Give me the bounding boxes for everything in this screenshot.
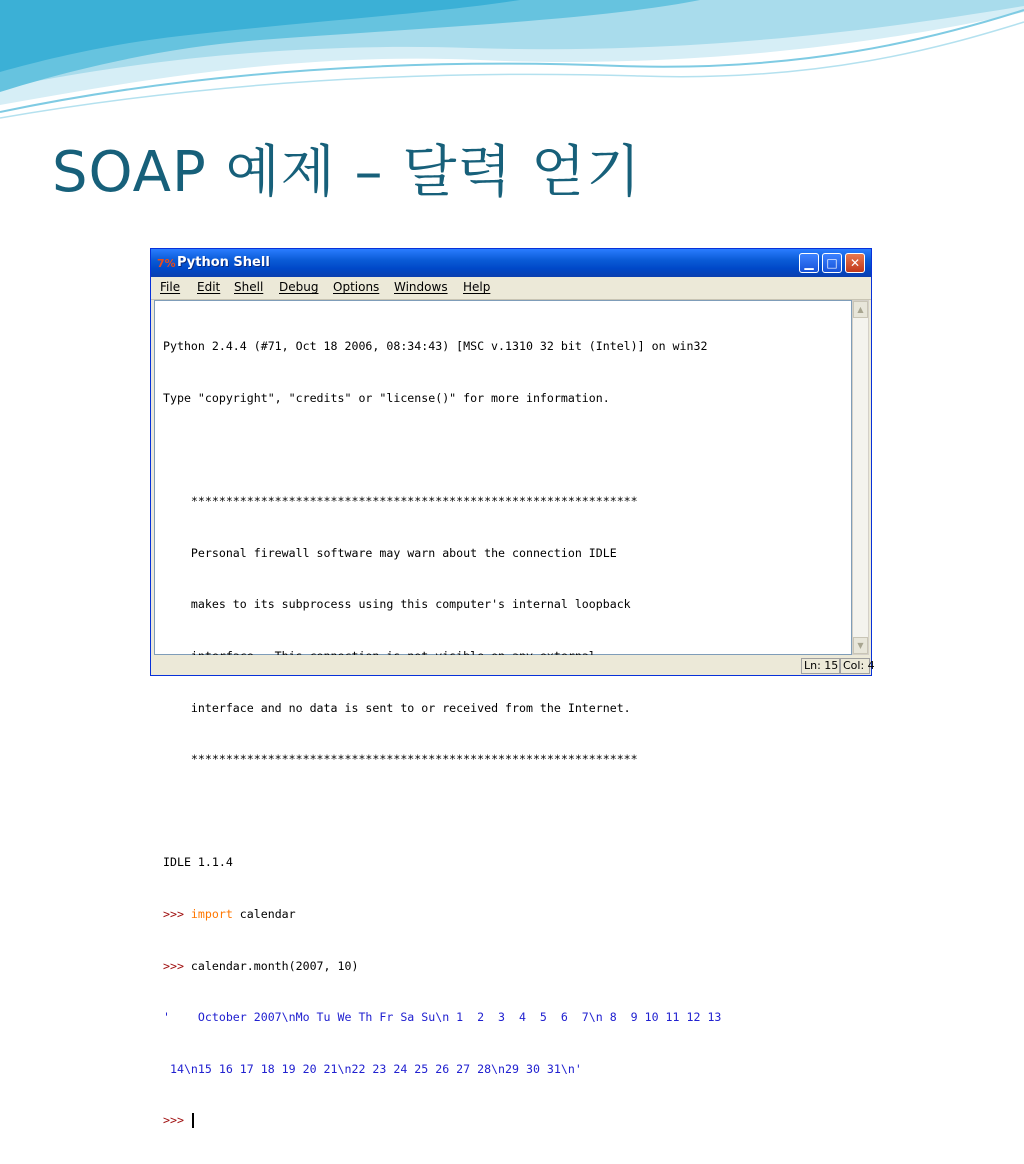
menu-edit[interactable]: Edit [197,280,221,294]
output-line: 14\n15 16 17 18 19 20 21\n22 23 24 25 26 27 28\n29 30 31\n' [163,1061,582,1076]
menu-bar [151,277,871,300]
slide-title: SOAP 예제 – 달력 얻기 [52,140,642,205]
shell-output [163,304,721,1164]
menu-windows[interactable]: Windows [394,280,448,294]
menu-options[interactable]: Options [333,280,380,294]
command-text: calendar.month(2007, 10) [190,958,359,973]
stars-line: **************************************************************** [190,494,638,509]
command-line [163,958,721,975]
shell-prompt: >>> [163,1113,191,1128]
firewall-notice-line: Personal firewall software may warn about the connection IDLE [190,545,617,560]
title-bar[interactable] [151,249,871,277]
blank-line [163,442,721,459]
command-text: calendar [232,906,296,921]
window-title: Python Shell [177,255,270,270]
header-wave-decoration [0,0,1024,130]
close-icon: ✕ [849,256,861,270]
arrow-down-icon: ▼ [857,641,864,650]
firewall-notice-line: interface and no data is sent to or received from the Internet. [190,700,631,715]
python-shell-window [150,248,875,1128]
stars-line: **************************************************************** [190,752,638,767]
scroll-up-button[interactable] [853,301,868,318]
active-prompt-line[interactable] [163,1112,721,1129]
column-number-indicator: Col: 4 [840,658,870,674]
menu-debug[interactable]: Debug [279,280,319,294]
line-number-indicator: Ln: 15 [801,658,840,674]
status-bar [151,655,875,675]
minimize-icon: ▁ [804,256,814,270]
scroll-down-button[interactable] [853,637,868,654]
banner-line: Python 2.4.4 (#71, Oct 18 2006, 08:34:43) [MSC v.1310 32 bit (Intel)] on win32 [163,339,708,354]
maximize-icon: □ [826,256,838,270]
shell-prompt: >>> [163,906,191,921]
output-line: ' October 2007\nMo Tu We Th Fr Sa Su\n 1 2 3 4 5 6 7\n 8 9 10 11 12 13 [163,1010,722,1025]
maximize-button[interactable] [822,253,842,273]
command-line [163,906,721,923]
menu-shell[interactable]: Shell [234,280,264,294]
text-cursor [192,1113,194,1128]
import-keyword: import [190,906,233,921]
idle-version: IDLE 1.1.4 [163,855,233,870]
vertical-scrollbar[interactable] [852,300,869,655]
banner-line: Type "copyright", "credits" or "license()" for more information. [163,391,610,405]
menu-help[interactable]: Help [463,280,491,294]
shell-prompt: >>> [163,958,191,973]
idle-app-icon[interactable]: 7% [157,257,176,270]
menu-file[interactable]: File [160,280,181,294]
blank-line [163,803,721,820]
arrow-up-icon: ▲ [857,305,864,314]
close-button[interactable] [845,253,865,273]
firewall-notice-line: makes to its subprocess using this computer's internal loopback [190,597,631,612]
minimize-button[interactable] [799,253,819,273]
